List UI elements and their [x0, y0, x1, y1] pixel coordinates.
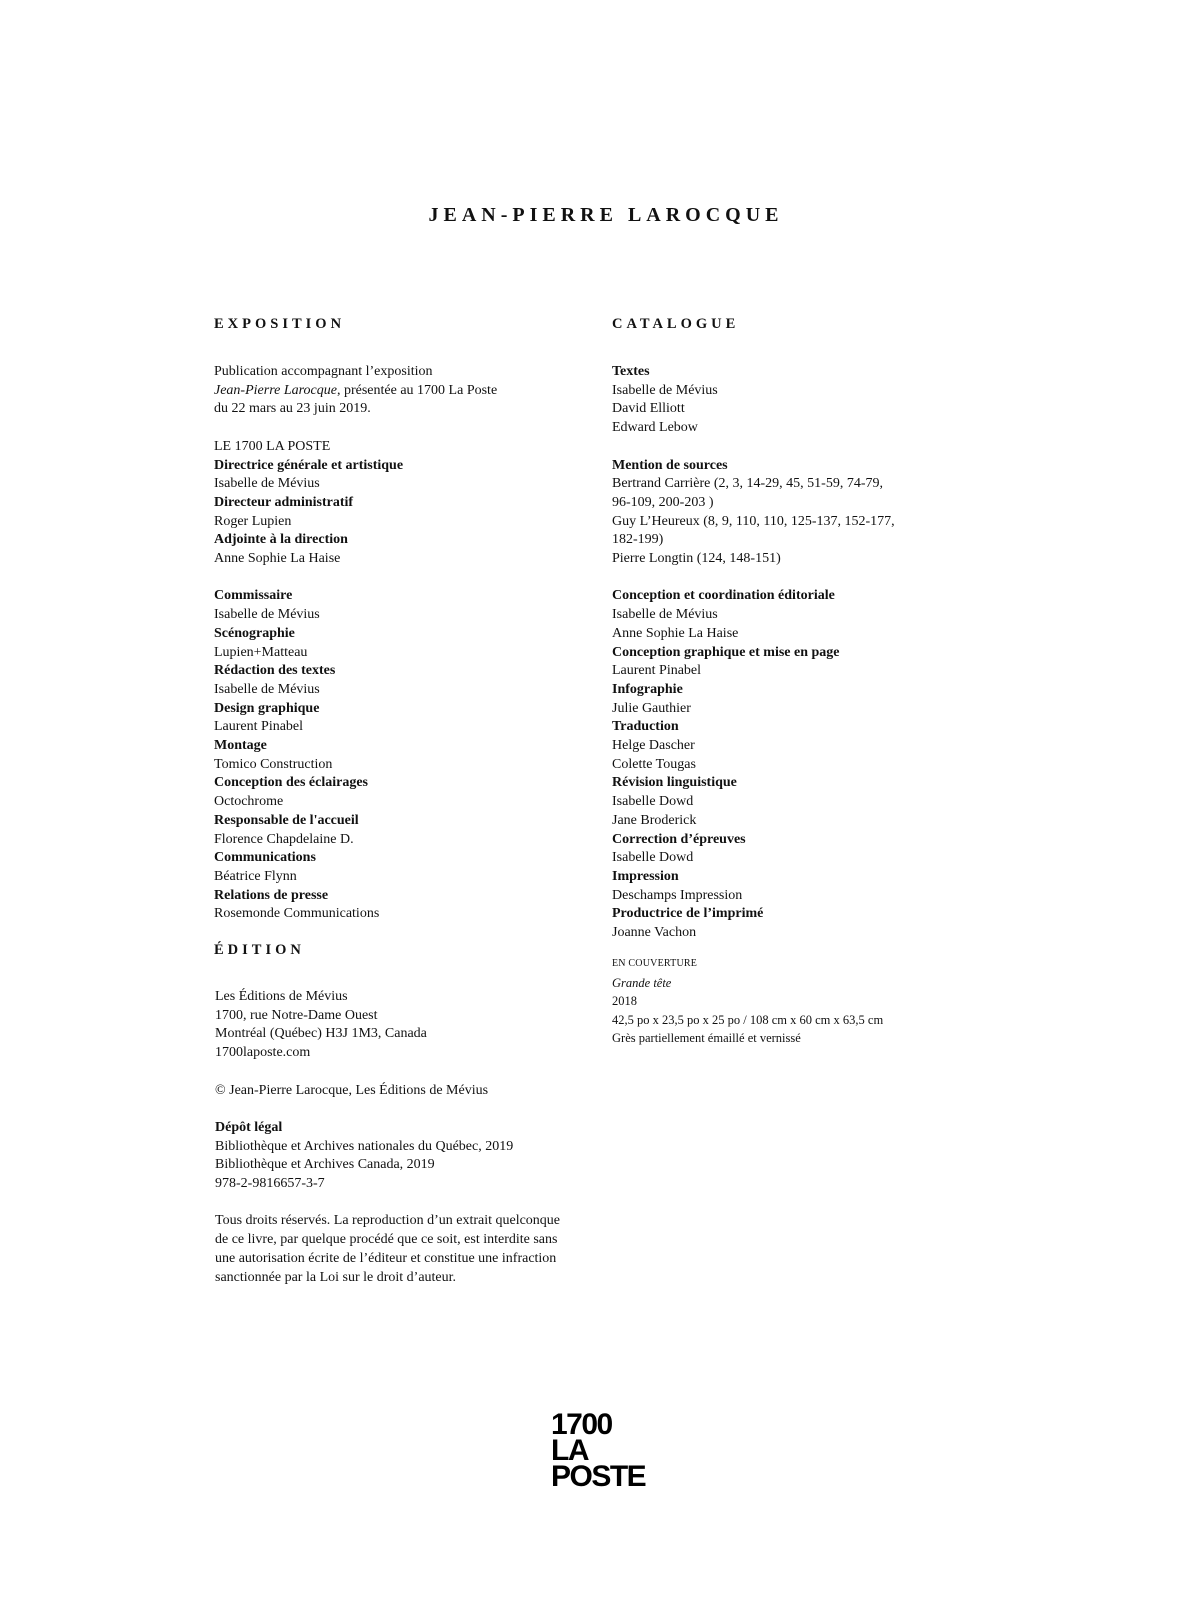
1700-la-poste-logo: [551, 1408, 646, 1493]
author-name: David Elliott: [612, 401, 685, 417]
author-name: Isabelle de Mévius: [612, 382, 718, 398]
cover-material: Grès partiellement émaillé et vernissé: [612, 1031, 801, 1045]
credit-role: Design graphique: [214, 700, 320, 716]
credit-name: Jane Broderick: [612, 812, 697, 828]
cover-dimensions: 42,5 po x 23,5 po x 25 po / 108 cm x 60 cm x 63,5 cm: [612, 1012, 884, 1027]
credit-role: Productrice de l’imprimé: [612, 906, 764, 922]
credit-role: Conception graphique et mise en page: [612, 644, 840, 660]
credit-role: Communications: [214, 850, 316, 866]
exhibition-title: Jean-Pierre Larocque: [214, 382, 337, 398]
credit-role: Infographie: [612, 681, 683, 697]
credit-role: Révision linguistique: [612, 775, 737, 791]
cover-year: 2018: [612, 994, 637, 1008]
edition-heading: ÉDITION: [214, 942, 305, 958]
exposition-intro: [214, 363, 497, 924]
credit-name: Octochrome: [214, 794, 284, 810]
credit-role: Relations de presse: [214, 887, 329, 903]
credit-role: Conception et coordination éditoriale: [612, 588, 835, 604]
credit-name: Isabelle Dowd: [612, 850, 694, 866]
credit-role: Scénographie: [214, 625, 295, 641]
credit-name: Rosemonde Communications: [214, 906, 380, 922]
edition-block: [215, 988, 560, 1287]
logo-line-2: LA: [551, 1434, 588, 1467]
credit-role: Conception des éclairages: [214, 775, 368, 791]
credit-name: Béatrice Flynn: [214, 868, 297, 884]
exposition-heading: EXPOSITION: [214, 316, 346, 332]
depot-line: Bibliothèque et Archives nationales du Québec, 2019: [215, 1138, 514, 1154]
cover-work-title: Grande tête: [612, 975, 672, 990]
cover-label: EN COUVERTURE: [612, 958, 698, 969]
credit-name: Isabelle de Mévius: [612, 607, 718, 623]
rights-line: sanctionnée par la Loi sur le droit d’auteur.: [215, 1269, 457, 1285]
credit-name: Florence Chapdelaine D.: [214, 831, 354, 847]
credit-name: Laurent Pinabel: [214, 719, 304, 735]
credit-name: Laurent Pinabel: [612, 663, 702, 679]
staff-role: Directrice générale et artistique: [214, 457, 404, 473]
intro-line-2: [214, 382, 497, 401]
credit-role: Impression: [612, 868, 679, 884]
credit-name: Joanne Vachon: [612, 925, 697, 941]
sources-heading: Mention de sources: [612, 457, 728, 473]
rights-line: Tous droits réservés. La reproduction d’un extrait quelconque: [215, 1213, 561, 1229]
source-line: Pierre Longtin (124, 148-151): [612, 551, 781, 567]
address-line: Les Éditions de Mévius: [215, 989, 348, 1004]
credit-name: Tomico Construction: [214, 756, 333, 772]
depot-line: Bibliothèque et Archives Canada, 2019: [215, 1157, 435, 1173]
address-line: 1700, rue Notre-Dame Ouest: [215, 1007, 378, 1023]
rights-line: une autorisation écrite de l’éditeur et constitue une infraction: [215, 1250, 557, 1266]
author-name: Edward Lebow: [612, 420, 698, 436]
isbn: 978-2-9816657-3-7: [215, 1176, 325, 1191]
staff-name: Roger Lupien: [214, 513, 292, 529]
website: 1700laposte.com: [215, 1045, 311, 1061]
credit-name: Deschamps Impression: [612, 887, 743, 903]
credit-name: Isabelle Dowd: [612, 794, 694, 810]
credit-role: Rédaction des textes: [214, 663, 336, 679]
credit-role: Montage: [214, 738, 267, 754]
intro-line-2-rest: , présentée au 1700 La Poste: [336, 382, 498, 398]
source-line: 96-109, 200-203 ): [612, 494, 714, 510]
depot-heading: Dépôt légal: [215, 1119, 283, 1135]
staff-role: Adjointe à la direction: [214, 532, 348, 548]
textes-heading: Textes: [612, 364, 650, 379]
logo-line-1: 1700: [551, 1408, 612, 1441]
catalogue-block: [612, 363, 895, 943]
source-line: 182-199): [612, 532, 664, 548]
source-line: Guy L’Heureux (8, 9, 110, 110, 125-137, 152-177,: [612, 513, 895, 529]
credit-role: Commissaire: [214, 588, 293, 604]
page-title: JEAN-PIERRE LAROCQUE: [428, 204, 784, 226]
credit-name: Isabelle de Mévius: [214, 607, 320, 623]
credit-name: Julie Gauthier: [612, 700, 691, 716]
org-name: LE 1700 LA POSTE: [214, 438, 331, 454]
cover-caption: [612, 955, 883, 1048]
credit-role: Responsable de l'accueil: [214, 812, 359, 828]
rights-line: de ce livre, par quelque procédé que ce soit, est interdite sans: [215, 1232, 558, 1248]
credit-role: Correction d’épreuves: [612, 831, 746, 847]
logo-line-3: POSTE: [551, 1460, 646, 1493]
credit-name: Isabelle de Mévius: [214, 681, 320, 697]
intro-line-3: du 22 mars au 23 juin 2019.: [214, 401, 371, 417]
credit-role: Traduction: [612, 719, 679, 735]
copyright: © Jean-Pierre Larocque, Les Éditions de Mévius: [215, 1082, 489, 1098]
address-line: Montréal (Québec) H3J 1M3, Canada: [215, 1026, 427, 1042]
source-line: Bertrand Carrière (2, 3, 14-29, 45, 51-59, 74-79,: [612, 476, 883, 492]
catalogue-heading: CATALOGUE: [612, 316, 740, 332]
credit-name: Helge Dascher: [612, 738, 695, 754]
intro-line-1: Publication accompagnant l’exposition: [214, 364, 433, 379]
credit-name: Lupien+Matteau: [214, 644, 308, 660]
staff-role: Directeur administratif: [214, 494, 354, 510]
staff-name: Anne Sophie La Haise: [214, 551, 341, 567]
credit-name: Colette Tougas: [612, 756, 696, 772]
staff-name: Isabelle de Mévius: [214, 476, 320, 492]
credit-name: Anne Sophie La Haise: [612, 625, 739, 641]
